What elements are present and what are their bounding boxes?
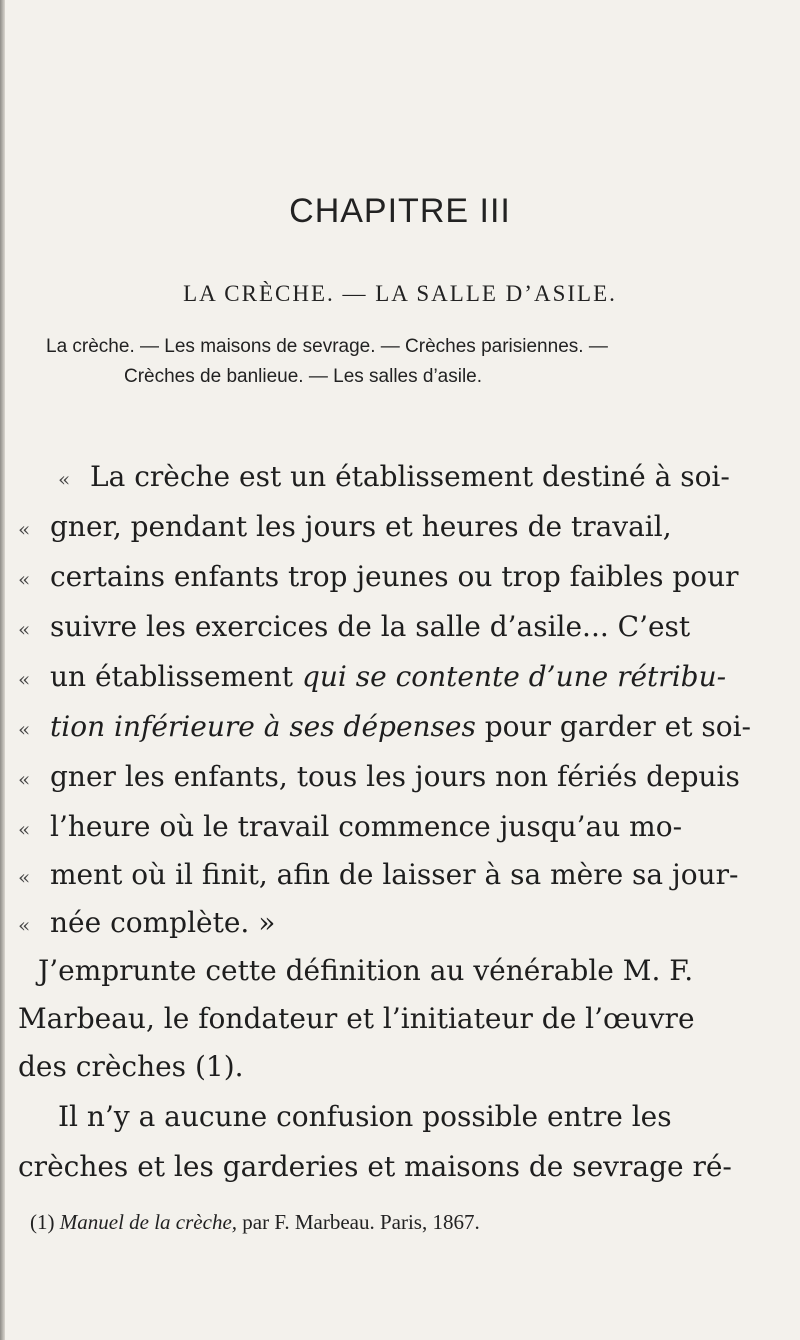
body-text: gner les enfants, tous les jours non fériés depuis [50,760,740,793]
body-line-2 [18,510,778,546]
body-text: des crèches (1). [18,1050,244,1083]
body-line-1 [18,460,800,496]
body-line-5 [18,660,778,696]
footnote-title: Manuel de la crèche, [59,1210,238,1234]
body-line-9 [18,858,778,894]
body-text: pour garder et soi- [475,710,752,743]
quote-mark: « [18,767,31,791]
body-text: un établissement [50,660,302,693]
body-line-4 [18,610,778,646]
footnote [30,1210,480,1235]
body-line-10 [18,906,778,942]
quote-mark: « [18,517,31,541]
body-text: ment où il finit, afin de laisser à sa mère sa jour- [50,858,739,891]
body-text: suivre les exercices de la salle d’asile... C’est [50,610,691,643]
body-line-6 [18,710,778,746]
body-text: La crèche est un établissement destiné à soi- [90,460,730,493]
body-line-11 [18,954,798,988]
quote-mark: « [18,865,31,889]
quote-mark: « [18,817,31,841]
quote-mark: « [18,667,31,691]
body-line-7 [18,760,778,796]
body-text: crèches et les garderies et maisons de sevrage ré- [18,1150,732,1183]
footnote-number: (1) [30,1210,55,1234]
body-text: certains enfants trop jeunes ou trop faibles pour [50,560,739,593]
chapter-summary-line-2: Crèches de banlieue. — Les salles d’asile. [124,366,483,387]
quote-mark: « [18,617,31,641]
body-line-8 [18,810,778,846]
body-line-12 [18,1002,778,1036]
quote-mark: « [18,913,31,937]
body-text: Il n’y a aucune confusion possible entre les [58,1100,672,1133]
body-text: gner, pendant les jours et heures de travail, [50,510,672,543]
body-line-3 [18,560,778,596]
body-line-13 [18,1050,778,1084]
footnote-text: par F. Marbeau. Paris, 1867. [237,1210,480,1234]
body-text-italic: tion inférieure à ses dépenses [50,710,476,743]
body-line-15 [18,1150,778,1184]
body-text: J’emprunte cette définition au vénérable M. F. [38,954,694,987]
body-text: née complète. » [50,906,276,939]
chapter-title: CHAPITRE III [289,192,511,230]
quote-mark: « [58,467,71,491]
body-text: Marbeau, le fondateur et l’initiateur de l’œuvre [18,1002,695,1035]
body-text-italic: qui se contente d’une rétribu- [301,660,727,693]
body-text: l’heure où le travail commence jusqu’au mo- [50,810,683,843]
chapter-summary-line-1: La crèche. — Les maisons de sevrage. — Crèches parisiennes. — [46,336,608,357]
chapter-subtitle: LA CRÈCHE. — LA SALLE D’ASILE. [183,281,617,306]
quote-mark: « [18,567,31,591]
body-line-14 [18,1100,800,1134]
quote-mark: « [18,717,31,741]
